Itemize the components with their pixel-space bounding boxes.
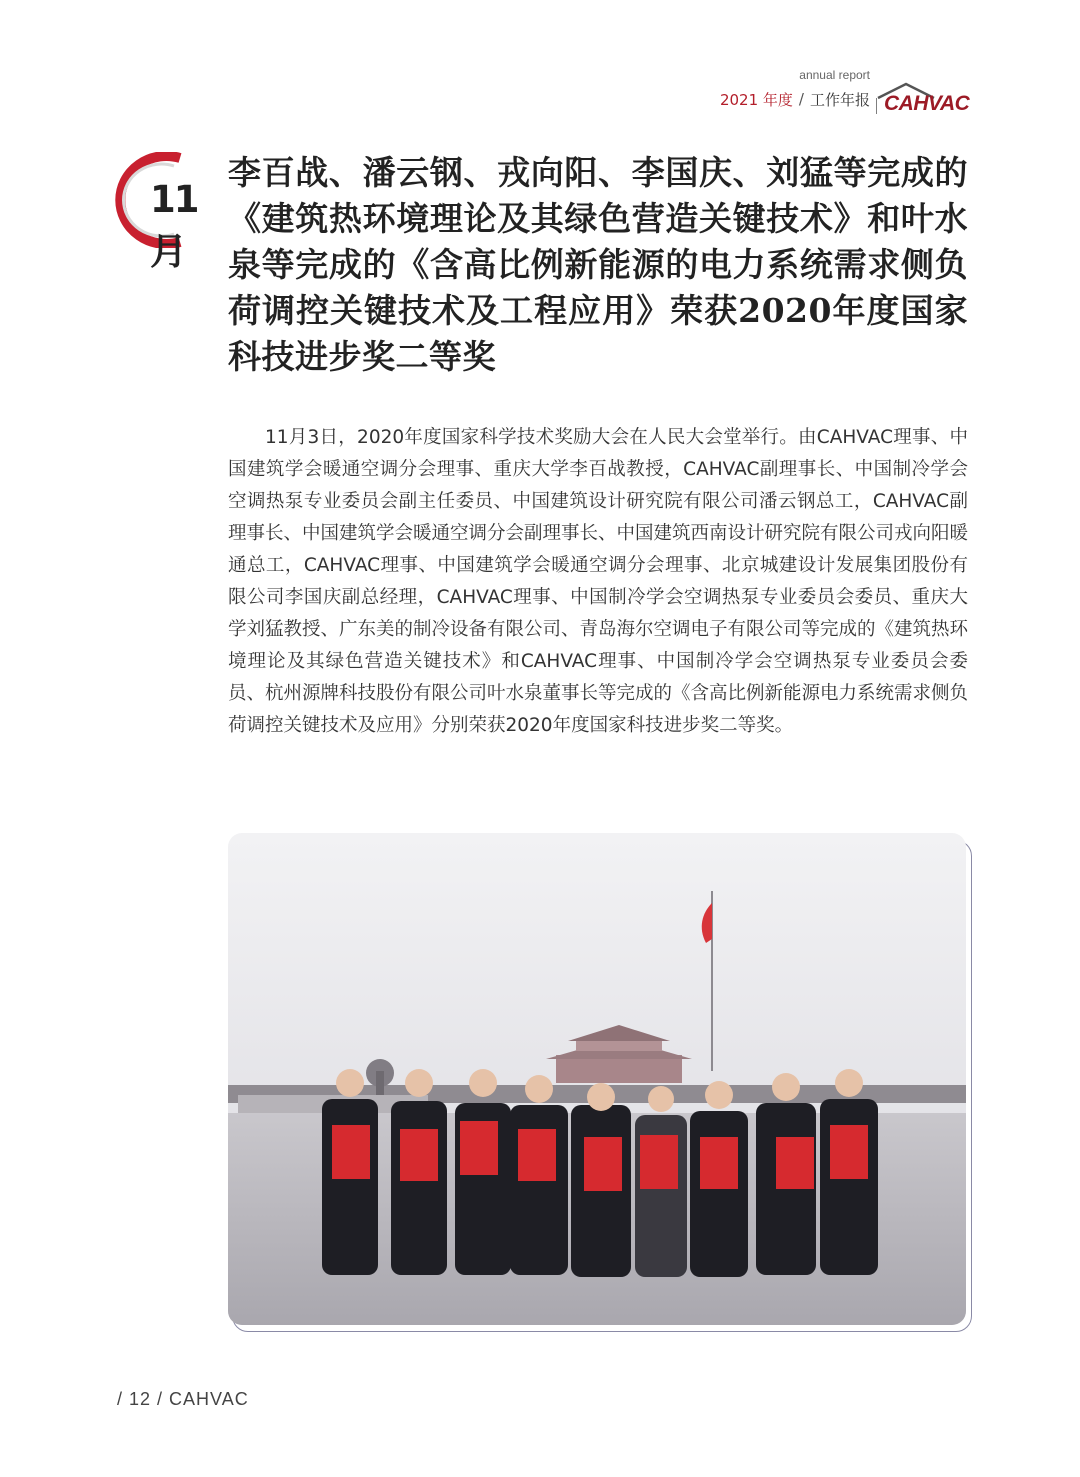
badge-month-label: 11月 bbox=[150, 178, 198, 273]
article-body: 11月3日，2020年度国家科学技术奖励大会在人民大会堂举行。由CAHVAC理事、中国建筑学会暖通空调分会理事、重庆大学李百战教授，CAHVAC副理事长、中国制冷学会空调热泵专业委员会副主任委员、中国建筑设计研究院有限公司潘云钢总工，CAHVAC副理事长、中国建筑学会暖通空调分会副理事长、中国建筑西南设计研究院有限公司戎向阳暖通总工，CAHVAC理事、中国建筑学会暖通空调分会理事、北京城建设计发展集团股份有限公司李国庆副总经理，CAHVAC理事、中国制冷学会空调热泵专业委员会委员、重庆大学刘猛教授、广东美的制冷设备有限公司、青岛海尔空调电子有限公司等完成的《建筑热环境理论及其绿色营造关键技术》和CAHVAC理事、中国制冷学会空调热泵专业委员会委员、杭州源牌科技股份有限公司叶水泉董事长等完成的《含高比例新能源电力系统需求侧负荷调控关键技术及应用》分别荣获2020年度国家科技进步奖二等奖。 bbox=[228, 427, 969, 736]
header-row bbox=[720, 82, 968, 116]
page-header bbox=[720, 68, 968, 116]
header-title: 工作年报 bbox=[809, 90, 870, 109]
photo-illustration bbox=[228, 833, 966, 1325]
cahvac-logo bbox=[876, 82, 968, 116]
logo-text: CAHVAC bbox=[884, 92, 970, 115]
article-title: 李百战、潘云钢、戎向阳、李国庆、刘猛等完成的《建筑热环境理论及其绿色营造关键技术》和叶水泉等完成的《含高比例新能源的电力系统需求侧负荷调控关键技术及工程应用》荣获2020年度国家科技进步奖二等奖 bbox=[228, 153, 968, 376]
header-separator: / bbox=[798, 90, 804, 108]
header-subtitle: annual report bbox=[799, 68, 870, 82]
month-badge bbox=[114, 152, 224, 273]
page-footer: / 12 / CAHVAC bbox=[117, 1389, 249, 1409]
header-year: 2021 年度 bbox=[719, 90, 793, 109]
group-photo bbox=[228, 833, 966, 1325]
